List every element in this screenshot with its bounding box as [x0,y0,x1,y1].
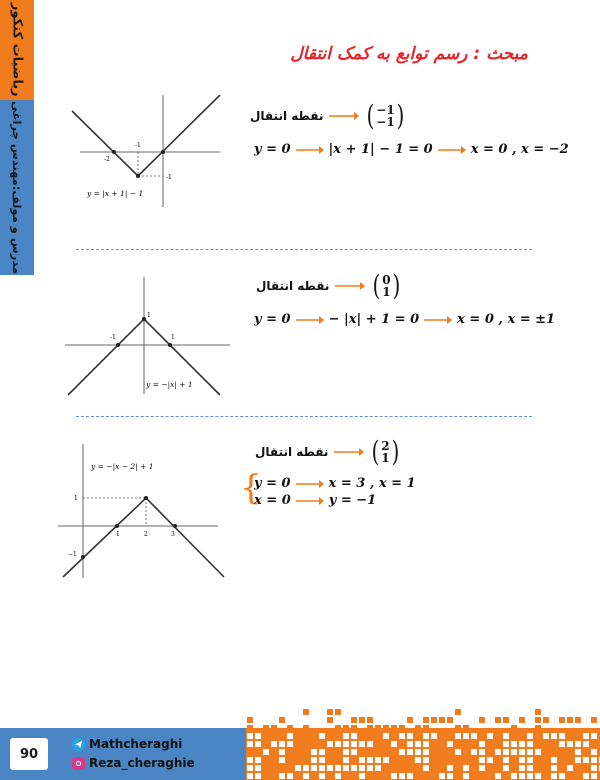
separator [76,416,532,417]
pixel-block [255,773,261,779]
graph-3-tick: 1 [74,495,78,502]
sidebar-author: مدرس و مولف:مهندس چراغی [10,100,24,275]
pixel-block [431,717,437,723]
pixel-block [495,773,501,779]
pixel-block [279,773,285,779]
pixel-block [303,709,309,715]
pixel-block [463,773,469,779]
pixel-block [383,757,389,763]
pixel-block [535,717,541,723]
pixel-block [527,749,533,755]
graph-1-label: y = |x + 1| − 1 [87,189,144,198]
pixel-block [455,733,461,739]
pixel-block [279,717,285,723]
pixel-block [279,741,285,747]
graph-3-tick: 1 [116,531,120,538]
pixel-block [527,757,533,763]
arrow-icon [329,111,359,121]
equation-1: y = 0 |x + 1| − 1 = 0 x = 0 , x = −2 [254,142,569,157]
graph-2-point [116,343,120,347]
pixel-block [511,725,517,731]
graph-3-tick: 3 [171,531,175,538]
pixel-block [535,773,541,779]
pixel-block [519,773,525,779]
pixel-block [255,741,261,747]
pixel-block [247,733,253,739]
pixel-block [375,757,381,763]
shift-row-3 [255,435,401,468]
pixel-block [399,773,405,779]
pixel-block [583,741,589,747]
pixel-block [511,749,517,755]
graph-1-tick: -2 [104,156,110,163]
shift-vector: ( 0 1 ) [373,269,400,302]
pixel-block [559,733,565,739]
pixel-block [247,757,253,763]
shift-label: نقطه انتقال [255,445,329,459]
telegram-icon [72,738,85,751]
pixel-block [591,765,597,771]
pixel-block [535,725,541,731]
pixel-block [367,765,373,771]
shift-label: نقطه انتقال [250,109,324,123]
pixel-block [375,765,381,771]
pixel-block [367,725,373,731]
pixel-block [503,765,509,771]
pixel-block [247,773,253,779]
pixel-block [391,741,397,747]
shift-row-1 [250,99,406,132]
graph-2-point [168,343,172,347]
pixel-block [479,741,485,747]
pixel-block [327,741,333,747]
pixel-block [359,765,365,771]
pixel-block [255,765,261,771]
arrow-icon [438,145,466,155]
instagram-handle: Reza_cheraghie [89,756,195,770]
arrow-icon [334,447,364,457]
pixel-block [247,741,253,747]
pixel-block [335,709,341,715]
pixel-block [319,757,325,763]
pixel-block [519,717,525,723]
graph-3-point [144,496,148,500]
pixel-block [391,725,397,731]
pixel-block [343,757,349,763]
pixel-block [479,757,485,763]
pixel-block [559,717,565,723]
pixel-block [311,765,317,771]
instagram-link[interactable] [72,756,195,770]
pixel-block [423,725,429,731]
pixel-block [287,725,293,731]
sidebar-book-title: ریاضیات کنکور [9,3,25,97]
pixel-block [263,749,269,755]
pixel-block [327,709,333,715]
pixel-block [319,765,325,771]
pixel-block [343,765,349,771]
pixel-block [423,757,429,763]
pixel-block [335,725,341,731]
arrow-icon [424,315,452,325]
pixel-block [327,765,333,771]
pixel-block [367,717,373,723]
pixel-block [527,765,533,771]
graph-3-tick: −1 [68,551,77,558]
pixel-block [575,717,581,723]
pixel-block [495,717,501,723]
pixel-block [583,757,589,763]
system-brace: { [240,468,262,508]
pixel-block [543,733,549,739]
pixel-block [271,741,277,747]
pixel-block [447,773,453,779]
pixel-block [415,749,421,755]
pixel-block [391,773,397,779]
pixel-block [503,749,509,755]
pixel-block [351,741,357,747]
pixel-block [511,741,517,747]
pixel-block [559,741,565,747]
pixel-block [575,757,581,763]
pixel-block [407,741,413,747]
pixel-block [551,773,557,779]
telegram-link[interactable] [72,737,182,751]
pixel-block [383,725,389,731]
shift-vector: ( −1 −1 ) [367,99,404,132]
pixel-block [551,733,557,739]
graph-1 [60,95,235,210]
pixel-block [375,725,381,731]
pixel-block [343,725,349,731]
pixel-block [455,725,461,731]
pixel-block [327,717,333,723]
pixel-block [423,749,429,755]
pixel-block [463,725,469,731]
graph-3-point [81,555,85,559]
pixel-block [503,717,509,723]
pixel-block [559,773,565,779]
pixel-block [383,733,389,739]
pixel-block [287,733,293,739]
shift-label: نقطه انتقال [256,279,330,293]
graph-3-tick: 2 [144,531,148,538]
shift-row-2 [256,269,402,302]
pixel-block [287,773,293,779]
pixel-block [447,765,453,771]
pixel-block [399,725,405,731]
separator [76,249,532,250]
pixel-block [303,765,309,771]
pixel-block [575,741,581,747]
pixel-block [519,757,525,763]
graph-3-point [173,524,177,528]
pixel-block [255,757,261,763]
pixel-block [263,725,269,731]
pixel-block [415,757,421,763]
arrow-icon [335,281,365,291]
pixel-block [319,749,325,755]
pixel-block [359,773,365,779]
shift-vector: ( 2 1 ) [372,435,399,468]
pixel-block [591,733,597,739]
pixel-block [279,749,285,755]
pixel-block [423,717,429,723]
pixel-block [255,733,261,739]
graph-3-point [115,524,119,528]
pixel-block [343,749,349,755]
pixel-block [415,725,421,731]
pixel-block [319,773,325,779]
pixel-block [351,717,357,723]
pixel-block [567,717,573,723]
pixel-block [551,765,557,771]
pixel-block [463,733,469,739]
graph-3-label: y = −|x − 2| + 1 [91,462,154,471]
pixel-block [455,749,461,755]
pixel-block [519,749,525,755]
pixel-block [247,725,253,731]
pixel-block [471,733,477,739]
pixel-block [439,717,445,723]
pixel-block [479,717,485,723]
graph-1-point [161,150,165,154]
pixel-block [487,733,493,739]
pixel-block [575,749,581,755]
pixel-block [367,741,373,747]
arrow-icon [296,145,324,155]
arrow-icon [296,496,324,506]
pixel-block [567,765,573,771]
pixel-block [407,773,413,779]
instagram-icon [72,757,85,770]
pixel-block [311,757,317,763]
pixel-block [359,741,365,747]
pixel-block [439,773,445,779]
pixel-block [511,773,517,779]
pixel-block [343,741,349,747]
graph-1-point [136,174,140,178]
equation-3a: y = 0 x = 3 , x = 1 [254,476,416,491]
pixel-block [543,717,549,723]
pixel-block [351,749,357,755]
pixel-block [295,765,301,771]
pixel-block [591,773,597,779]
pixel-block [287,741,293,747]
pixel-block [279,757,285,763]
graph-2-label: y = −|x| + 1 [146,380,193,389]
pixel-block [503,733,509,739]
pixel-block [503,741,509,747]
pixel-block [423,741,429,747]
pixel-block [519,765,525,771]
pixel-block [335,773,341,779]
pixel-block [367,757,373,763]
pixel-block [495,749,501,755]
graph-3 [58,436,233,581]
pixel-block [535,709,541,715]
pixel-block [303,725,309,731]
pixel-block [359,757,365,763]
pixel-block [527,733,533,739]
pixel-block [583,773,589,779]
pixel-block [311,749,317,755]
pixel-block [407,733,413,739]
graph-2-tick: 1 [147,312,151,319]
pixel-block [455,709,461,715]
pixel-block [247,717,253,723]
pixel-block [303,773,309,779]
graph-2-tick: -1 [110,334,116,341]
pixel-block [479,749,485,755]
graph-2 [60,272,235,397]
arrow-icon [296,479,324,489]
pixel-block [447,717,453,723]
pixel-block [527,773,533,779]
pixel-block [503,757,509,763]
pixel-block [351,725,357,731]
pixel-block [447,741,453,747]
pixel-block [551,757,557,763]
page-number: 90 [10,738,48,770]
equation-3b: x = 0 y = −1 [254,493,377,508]
pixel-block [583,733,589,739]
pixel-block [567,741,573,747]
pixel-block [415,741,421,747]
graph-1-tick: -1 [135,142,141,149]
graph-1-curve [72,95,220,176]
section-title: مبحث : رسم توابع به کمک انتقال [290,44,528,64]
pixel-block [431,733,437,739]
pixel-block [591,749,597,755]
graph-1-point [112,150,116,154]
telegram-handle: Mathcheraghi [89,737,183,751]
pixel-block [423,733,429,739]
pixel-block [335,741,341,747]
pixel-block [591,717,597,723]
pixel-block [399,733,405,739]
pixel-block [271,725,277,731]
pixel-block [479,765,485,771]
graph-2-point [142,317,146,321]
pixel-block [359,717,365,723]
pixel-block [399,749,405,755]
pixel-block [519,741,525,747]
pixel-block [343,733,349,739]
pixel-block [319,733,325,739]
decorative-pixel-pattern [246,700,600,780]
pixel-block [351,765,357,771]
pixel-block [591,757,597,763]
equation-2: y = 0 − |x| + 1 = 0 x = 0 , x = ±1 [254,312,556,327]
pixel-block [407,717,413,723]
pixel-block [247,765,253,771]
pixel-block [487,757,493,763]
pixel-block [535,749,541,755]
pixel-block [471,749,477,755]
arrow-icon [296,315,324,325]
pixel-block [463,765,469,771]
pixel-block [351,733,357,739]
pixel-block [527,741,533,747]
pixel-block [407,749,413,755]
pixel-block [335,765,341,771]
pixel-block [423,765,429,771]
graph-2-tick: 1 [171,334,175,341]
graph-1-tick: -1 [166,174,172,181]
